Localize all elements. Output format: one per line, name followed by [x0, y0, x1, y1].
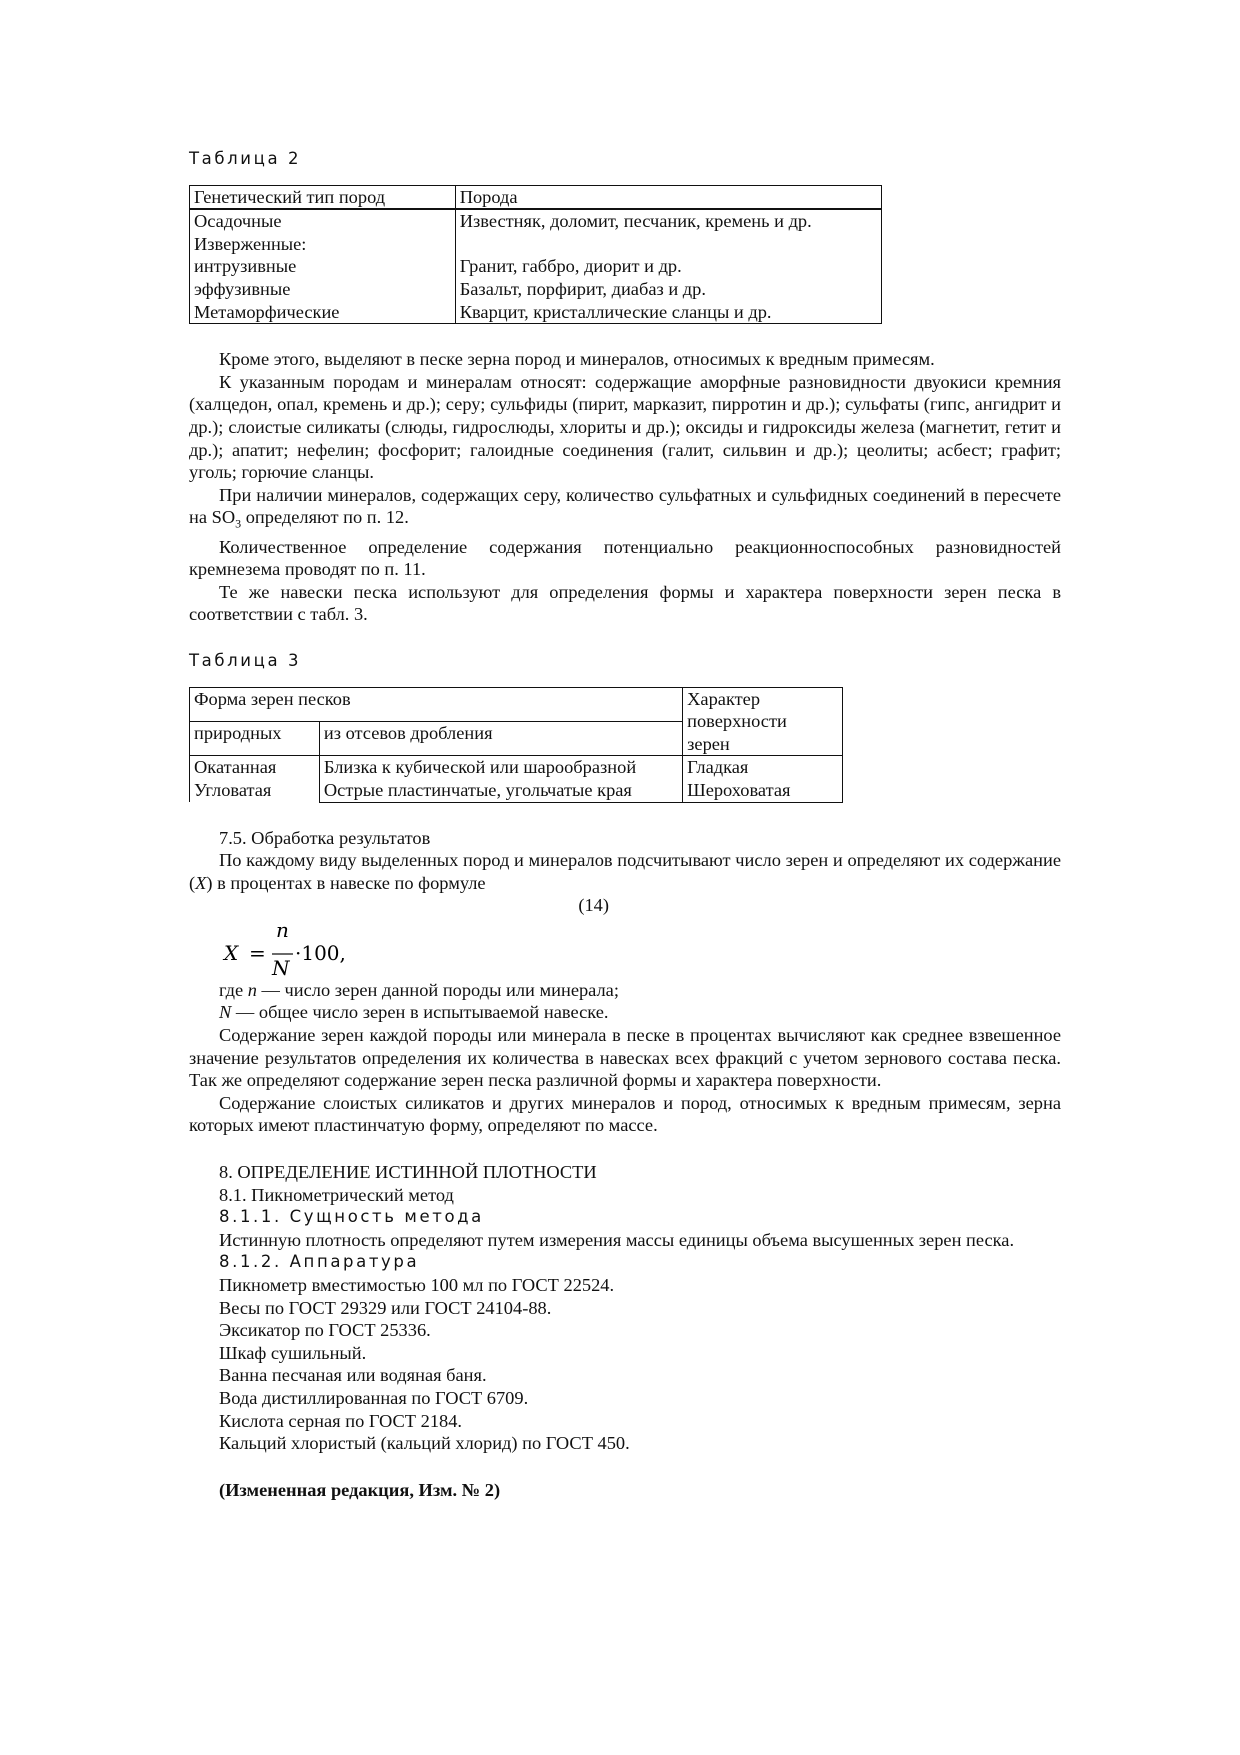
- table2-caption: Таблица 2: [189, 149, 302, 168]
- table-cell: Известняк, доломит, песчаник, кремень и др.: [455, 209, 881, 233]
- paragraph-text: — общее число зерен в испытываемой навеске.: [231, 1002, 609, 1023]
- table3-header-surface: [683, 687, 843, 756]
- list-item: Пикнометр вместимостью 100 мл по ГОСТ 22524.: [219, 1275, 615, 1296]
- section-heading: 7.5. Обработка результатов: [219, 827, 431, 848]
- table-row: [190, 278, 882, 301]
- variable: X: [195, 872, 207, 893]
- table-cell: Осадочные: [190, 209, 456, 233]
- paragraph-text: При наличии минералов, содержащих серу, количество сульфатных и сульфидных соединений в пересчете на SO: [189, 484, 1061, 528]
- table-cell: [190, 756, 320, 802]
- paragraph: Содержание слоистых силикатов и других минералов и пород, относимых к вредным примесям, зерна которых имеют пластинчатую форму, определяют по массе.: [189, 1092, 1061, 1136]
- table-row: [190, 233, 882, 256]
- paragraph: Те же навески песка используют для определения формы и характера поверхности зерен песка в соответствии с табл. 3.: [189, 581, 1061, 625]
- paragraph: [189, 1001, 1061, 1024]
- table3-caption: Таблица 3: [189, 650, 302, 670]
- list-item: Шкаф сушильный.: [219, 1342, 367, 1363]
- paragraph-text: где: [219, 979, 248, 1000]
- table3-header-line: поверхности: [687, 711, 787, 732]
- paragraph: Кроме этого, выделяют в песке зерна пород и минералов, относимых к вредным примесям.: [219, 349, 935, 370]
- table-row: [190, 756, 843, 802]
- table-cell-line: Острые пластинчатые, угольчатые края: [323, 779, 632, 800]
- subscript: 3: [235, 516, 242, 531]
- formula-numerator: n: [276, 917, 289, 942]
- formula-svg: [220, 917, 420, 979]
- table2-header-cell: Порода: [455, 185, 881, 209]
- variable: N: [219, 1002, 232, 1023]
- list-item: Весы по ГОСТ 29329 или ГОСТ 24104-88.: [219, 1297, 552, 1318]
- subsection-heading: 8.1.2. Аппаратура: [219, 1252, 420, 1272]
- subsection-heading: 8.1. Пикнометрический метод: [219, 1184, 454, 1205]
- table2-header-row: [190, 185, 882, 209]
- section-heading: 8. ОПРЕДЕЛЕНИЕ ИСТИННОЙ ПЛОТНОСТИ: [219, 1162, 597, 1183]
- table-cell-line: Угловатая: [194, 779, 272, 800]
- formula-denominator: N: [272, 955, 290, 979]
- list-item: Эксикатор по ГОСТ 25336.: [219, 1320, 431, 1341]
- table3-header-crushed: из отсевов дробления: [319, 721, 682, 755]
- formula-number: (14): [578, 895, 609, 916]
- list-item: Вода дистиллированная по ГОСТ 6709.: [219, 1387, 529, 1408]
- table-row: [190, 209, 882, 233]
- table3: [189, 687, 843, 803]
- paragraph: Содержание зерен каждой породы или минерала в песке в процентах вычисляют как среднее взвешенное значение результатов определения их количества в навесках всех фракций с учетом зернового состава песка. Так же определяют содержание зерен песка различной формы и характера поверхности.: [189, 1025, 1061, 1091]
- paragraph-text: По каждому виду выделенных пород и минералов подсчитывают число зерен и определяют их содержание (: [189, 850, 1061, 893]
- paragraph: [189, 979, 1061, 1002]
- paragraph: Количественное определение содержания потенциально реакционноспособных разновидностей кремнезема проводят по п. 11.: [189, 536, 1061, 580]
- variable: n: [247, 979, 257, 1000]
- subsection-heading: 8.1.1. Сущность метода: [219, 1207, 484, 1227]
- table-cell: Метаморфические: [190, 301, 456, 324]
- paragraph-text: определяют по п. 12.: [241, 507, 409, 528]
- revision-note: [189, 1479, 1061, 1502]
- table-cell: эффузивные: [190, 278, 456, 301]
- table-cell: [455, 233, 881, 256]
- formula: [189, 917, 1061, 979]
- table-cell: Гранит, габбро, диорит и др.: [455, 255, 881, 278]
- table-cell-line: Шероховатая: [687, 779, 791, 800]
- revision-note-text: (Измененная редакция, Изм. № 2): [219, 1479, 501, 1500]
- table3-header-line: Характер: [687, 688, 761, 709]
- table-cell: интрузивные: [190, 255, 456, 278]
- table-row: [190, 301, 882, 324]
- paragraph: К указанным породам и минералам относят: содержащие аморфные разновидности двуокиси кремния (халцедон, опал, кремень и др.); серу; сульфиды (пирит, марказит, пирротин и др.); сульфаты (гипс, ангидрит и др.); слоистые силикаты (слюды, гидрослюды, хлориты и др.); оксиды и гидроксиды железа (магнетит, гетит и др.); апатит; нефелин; фосфорит; галоидные соединения (галит, сильвин и др.); цеолиты; асбест; графит; уголь; горючие сланцы.: [189, 371, 1061, 483]
- list-item: Кислота серная по ГОСТ 2184.: [219, 1410, 463, 1431]
- formula-rest: ·100,: [295, 940, 346, 965]
- formula-lhs: X: [224, 940, 239, 965]
- table3-header-natural: природных: [190, 721, 320, 755]
- table-cell: Базальт, порфирит, диабаз и др.: [455, 278, 881, 301]
- paragraph-text: — число зерен данной породы или минерала;: [256, 979, 619, 1000]
- table3-header-line: зерен: [687, 733, 730, 754]
- table3-group-header: Форма зерен песков: [190, 687, 683, 721]
- table-row: [190, 255, 882, 278]
- list-item: Ванна песчаная или водяная баня.: [219, 1365, 487, 1386]
- table2: [189, 185, 882, 325]
- paragraph: Истинную плотность определяют путем измерения массы единицы объема высушенных зерен песка.: [219, 1229, 1015, 1250]
- document-content: [189, 148, 1061, 1501]
- table-cell: Изверженные:: [190, 233, 456, 256]
- paragraph: [189, 849, 1061, 894]
- table2-header-cell: Генетический тип пород: [190, 185, 456, 209]
- table-cell: Кварцит, кристаллические сланцы и др.: [455, 301, 881, 324]
- table-cell-line: Окатанная: [194, 757, 277, 778]
- table-cell: [319, 756, 682, 802]
- table-cell-line: Близка к кубической или шарообразной: [323, 757, 637, 778]
- list-item: Кальций хлористый (кальций хлорид) по ГОСТ 450.: [219, 1433, 630, 1454]
- paragraph-so3: [189, 484, 1061, 536]
- table-cell-line: Гладкая: [687, 757, 749, 778]
- formula-eq: =: [249, 940, 266, 965]
- paragraph-text: ) в процентах в навеске по формуле: [206, 872, 486, 893]
- table3-header-row: [190, 687, 843, 721]
- table-cell: [683, 756, 843, 802]
